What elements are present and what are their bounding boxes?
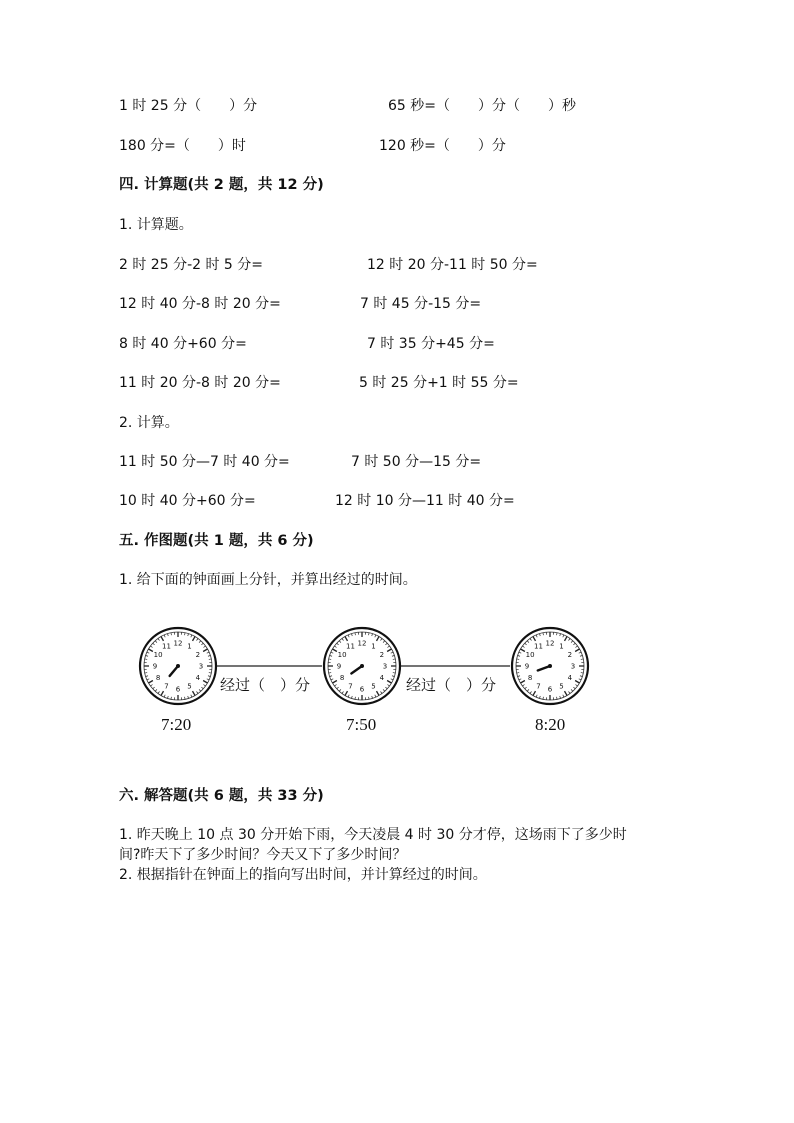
clock-2-time-label: 7:50 [346, 715, 377, 734]
svg-text:8: 8 [339, 674, 345, 682]
svg-text:6: 6 [175, 685, 181, 694]
q4-2-row1-left: 11 时 50 分—7 时 40 分= [119, 454, 290, 470]
svg-text:4: 4 [379, 674, 385, 682]
q4-1-row4-right: 5 时 25 分+1 时 55 分= [359, 375, 519, 391]
svg-text:5: 5 [371, 682, 376, 691]
clock-figure [136, 616, 606, 742]
q4-1-row4-left: 11 时 20 分-8 时 20 分= [119, 375, 281, 391]
svg-text:1: 1 [371, 642, 376, 651]
svg-text:6: 6 [547, 685, 553, 694]
svg-text:9: 9 [524, 662, 530, 671]
q4-1-row3-right: 7 时 35 分+45 分= [367, 336, 495, 352]
q5-1-title: 1. 给下面的钟面画上分针，并算出经过的时间。 [119, 572, 417, 588]
q6-2: 2. 根据指针在钟面上的指向写出时间，并计算经过的时间。 [119, 867, 487, 883]
svg-text:4: 4 [195, 674, 201, 682]
q4-1-title: 1. 计算题。 [119, 217, 193, 233]
svg-text:7: 7 [348, 682, 353, 691]
clock-face-2 [324, 628, 400, 704]
elapsed-label-1: 经过（ ）分 [220, 676, 311, 694]
clock-1-time-label: 7:20 [161, 715, 192, 734]
q4-1-row2-right: 7 时 45 分-15 分= [360, 296, 482, 312]
svg-text:4: 4 [567, 674, 573, 682]
section-5-heading: 五. 作图题(共 1 题，共 6 分) [119, 533, 314, 549]
q4-2-row2-right: 12 时 10 分—11 时 40 分= [335, 493, 515, 509]
conversion-1-right: 65 秒=（ ）分（ ）秒 [388, 98, 576, 114]
svg-text:10: 10 [337, 651, 347, 659]
section-4-heading: 四. 计算题(共 2 题，共 12 分) [119, 177, 324, 193]
elapsed-label-2: 经过（ ）分 [406, 676, 497, 694]
q4-1-row2-left: 12 时 40 分-8 时 20 分= [119, 296, 281, 312]
clock-3-time-label: 8:20 [535, 715, 566, 734]
section-6-heading: 六. 解答题(共 6 题，共 33 分) [119, 788, 324, 804]
q4-2-row1-right: 7 时 50 分—15 分= [351, 454, 482, 470]
svg-text:7: 7 [164, 682, 169, 691]
svg-text:3: 3 [198, 662, 204, 671]
svg-text:2: 2 [567, 651, 573, 659]
svg-text:2: 2 [195, 651, 201, 659]
svg-text:12: 12 [545, 639, 555, 648]
svg-text:1: 1 [187, 642, 192, 651]
clock-faces [140, 628, 588, 704]
q4-1-row3-left: 8 时 40 分+60 分= [119, 336, 247, 352]
svg-text:10: 10 [153, 651, 163, 659]
clock-face-1 [140, 628, 216, 704]
svg-text:5: 5 [187, 682, 192, 691]
clock-face-3 [512, 628, 588, 704]
q4-1-row1-left: 2 时 25 分-2 时 5 分= [119, 257, 264, 273]
svg-text:3: 3 [382, 662, 388, 671]
q6-1-line1: 1. 昨天晚上 10 点 30 分开始下雨，今天凌晨 4 时 30 分才停，这场雨下了多少时 [119, 827, 627, 843]
svg-text:2: 2 [379, 651, 385, 659]
svg-text:12: 12 [173, 639, 183, 648]
svg-text:7: 7 [536, 682, 541, 691]
conversion-1-left: 1 时 25 分（ ）分 [119, 98, 258, 114]
conversion-2-right: 120 秒=（ ）分 [379, 138, 506, 154]
conversion-2-left: 180 分=（ ）时 [119, 138, 246, 154]
svg-text:12: 12 [357, 639, 367, 648]
svg-text:9: 9 [152, 662, 158, 671]
svg-text:5: 5 [559, 682, 564, 691]
q4-2-title: 2. 计算。 [119, 415, 179, 431]
svg-text:11: 11 [346, 642, 355, 651]
svg-text:1: 1 [559, 642, 564, 651]
svg-text:9: 9 [336, 662, 342, 671]
q4-2-row2-left: 10 时 40 分+60 分= [119, 493, 256, 509]
svg-text:3: 3 [570, 662, 576, 671]
svg-text:8: 8 [527, 674, 533, 682]
svg-text:6: 6 [359, 685, 365, 694]
svg-text:10: 10 [525, 651, 535, 659]
svg-text:11: 11 [162, 642, 171, 651]
q4-1-row1-right: 12 时 20 分-11 时 50 分= [367, 257, 538, 273]
svg-text:11: 11 [534, 642, 543, 651]
svg-text:8: 8 [155, 674, 161, 682]
q6-1-line2: 间?昨天下了多少时间？今天又下了多少时间？ [119, 847, 407, 863]
